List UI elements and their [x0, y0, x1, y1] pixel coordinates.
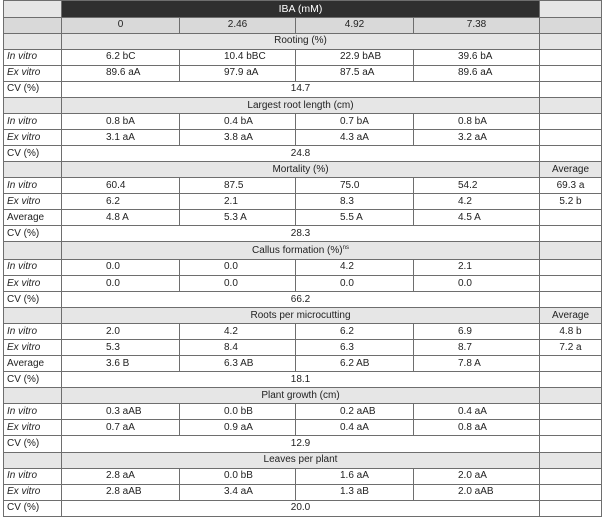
cv-right	[540, 372, 602, 388]
row-average: 4.8 b	[540, 324, 602, 340]
cv-row	[4, 81, 602, 97]
cv-right	[540, 500, 602, 516]
cell-value: 2.1	[180, 194, 296, 210]
cv-row	[4, 146, 602, 162]
cv-label: CV (%)	[4, 500, 62, 516]
row-label: Ex vitro	[4, 340, 62, 356]
cell-value: 7.8 A	[414, 356, 540, 372]
table-row	[4, 404, 602, 420]
table-row	[4, 114, 602, 130]
section-title	[62, 388, 540, 404]
section-title	[62, 33, 540, 49]
cv-right	[540, 226, 602, 242]
cv-value: 18.1	[62, 372, 540, 388]
cell-value: 97.9 aA	[180, 65, 296, 81]
section-header-row	[4, 452, 602, 468]
dose-2: 4.92	[296, 17, 414, 33]
cell-value: 4.2	[414, 194, 540, 210]
section-title-text: Mortality (%)	[272, 163, 329, 175]
row-average	[540, 468, 602, 484]
cv-label: CV (%)	[4, 81, 62, 97]
cell-value: 0.0 bB	[180, 468, 296, 484]
cell-value: 3.8 aA	[180, 130, 296, 146]
cell-value: 4.5 A	[414, 210, 540, 226]
section-title-text: Leaves per plant	[263, 454, 338, 466]
cell-value: 10.4 bBC	[180, 49, 296, 65]
cell-value: 5.3	[62, 340, 180, 356]
cv-value: 20.0	[62, 500, 540, 516]
section-header-row	[4, 388, 602, 404]
dose-0: 0	[62, 17, 180, 33]
section-header-row	[4, 242, 602, 260]
cell-value: 5.3 A	[180, 210, 296, 226]
cell-value: 4.8 A	[62, 210, 180, 226]
section-corner	[4, 98, 62, 114]
cell-value: 6.2	[296, 324, 414, 340]
cell-value: 60.4	[62, 178, 180, 194]
row-average	[540, 65, 602, 81]
cell-value: 8.3	[296, 194, 414, 210]
row-label: Ex vitro	[4, 65, 62, 81]
row-label: Ex vitro	[4, 194, 62, 210]
section-right-header	[540, 388, 602, 404]
section-right-header: Average	[540, 162, 602, 178]
cell-value: 0.0 bB	[180, 404, 296, 420]
section-title-text: Plant growth (cm)	[261, 389, 340, 401]
results-table	[3, 0, 602, 517]
section-corner	[4, 388, 62, 404]
row-average: 7.2 a	[540, 340, 602, 356]
cell-value: 89.6 aA	[62, 65, 180, 81]
table-row	[4, 276, 602, 292]
cell-value: 0.0	[62, 276, 180, 292]
row-average	[540, 259, 602, 275]
cell-value: 87.5 aA	[296, 65, 414, 81]
cv-right	[540, 436, 602, 452]
section-corner	[4, 452, 62, 468]
cell-value: 6.9	[414, 324, 540, 340]
cell-value: 2.8 aA	[62, 468, 180, 484]
row-label: Ex vitro	[4, 276, 62, 292]
section-corner	[4, 33, 62, 49]
row-label: Ex vitro	[4, 420, 62, 436]
cv-label: CV (%)	[4, 226, 62, 242]
table-row	[4, 324, 602, 340]
row-label: In vitro	[4, 259, 62, 275]
cell-value: 87.5	[180, 178, 296, 194]
row-average	[540, 276, 602, 292]
table-row	[4, 130, 602, 146]
section-title	[62, 308, 540, 324]
table-row	[4, 484, 602, 500]
cv-row	[4, 436, 602, 452]
table-row	[4, 420, 602, 436]
row-label: In vitro	[4, 404, 62, 420]
cell-value: 5.5 A	[296, 210, 414, 226]
cv-row	[4, 372, 602, 388]
cell-value: 0.0	[296, 276, 414, 292]
row-average	[540, 404, 602, 420]
cell-value: 3.1 aA	[62, 130, 180, 146]
table-row	[4, 49, 602, 65]
cv-label: CV (%)	[4, 372, 62, 388]
cell-value: 0.7 aA	[62, 420, 180, 436]
table-row	[4, 340, 602, 356]
cv-label: CV (%)	[4, 292, 62, 308]
section-title-text: Largest root length (cm)	[247, 99, 354, 111]
cell-value: 8.4	[180, 340, 296, 356]
cv-value: 24.8	[62, 146, 540, 162]
cell-value: 39.6 bA	[414, 49, 540, 65]
dose-row	[4, 17, 602, 33]
cv-row	[4, 292, 602, 308]
section-corner	[4, 242, 62, 260]
section-header-row	[4, 308, 602, 324]
section-header-row	[4, 98, 602, 114]
section-title-text: Callus formation (%)	[252, 245, 343, 257]
row-average	[540, 49, 602, 65]
row-average	[540, 130, 602, 146]
table-row	[4, 178, 602, 194]
row-average: 69.3 a	[540, 178, 602, 194]
cell-value: 4.2	[180, 324, 296, 340]
cell-value: 0.0	[180, 276, 296, 292]
row-label: In vitro	[4, 114, 62, 130]
cell-value: 6.2	[62, 194, 180, 210]
cell-value: 0.4 aA	[414, 404, 540, 420]
cell-value: 1.6 aA	[296, 468, 414, 484]
table-row	[4, 210, 602, 226]
row-average	[540, 420, 602, 436]
iba-header: IBA (mM)	[62, 1, 540, 18]
section-corner	[4, 162, 62, 178]
section-title-text: Rooting (%)	[274, 35, 327, 47]
row-label: Average	[4, 356, 62, 372]
cell-value: 3.4 aA	[180, 484, 296, 500]
header-row	[4, 1, 602, 18]
row-label: In vitro	[4, 178, 62, 194]
cell-value: 3.6 B	[62, 356, 180, 372]
cell-value: 2.1	[414, 259, 540, 275]
cell-value: 1.3 aB	[296, 484, 414, 500]
cell-value: 54.2	[414, 178, 540, 194]
cell-value: 0.0	[414, 276, 540, 292]
cell-value: 0.0	[62, 259, 180, 275]
row-label: Ex vitro	[4, 484, 62, 500]
table-row	[4, 259, 602, 275]
dose-1: 2.46	[180, 17, 296, 33]
section-header-row	[4, 33, 602, 49]
cell-value: 0.4 aA	[296, 420, 414, 436]
row-average	[540, 114, 602, 130]
row-label: Ex vitro	[4, 130, 62, 146]
cell-value: 3.2 aA	[414, 130, 540, 146]
cell-value: 0.9 aA	[180, 420, 296, 436]
row-label: Average	[4, 210, 62, 226]
cell-value: 0.8 bA	[414, 114, 540, 130]
section-title	[62, 162, 540, 178]
cell-value: 0.0	[180, 259, 296, 275]
table-row	[4, 468, 602, 484]
section-right-header	[540, 242, 602, 260]
section-title	[62, 98, 540, 114]
header-corner	[4, 1, 62, 18]
cell-value: 6.3	[296, 340, 414, 356]
cell-value: 22.9 bAB	[296, 49, 414, 65]
table-row	[4, 356, 602, 372]
cv-right	[540, 81, 602, 97]
cell-value: 4.2	[296, 259, 414, 275]
cell-value: 2.0 aA	[414, 468, 540, 484]
cv-value: 28.3	[62, 226, 540, 242]
cell-value: 2.0 aAB	[414, 484, 540, 500]
cv-right	[540, 292, 602, 308]
cell-value: 6.3 AB	[180, 356, 296, 372]
cv-label: CV (%)	[4, 146, 62, 162]
cell-value: 0.3 aAB	[62, 404, 180, 420]
cell-value: 0.7 bA	[296, 114, 414, 130]
row-label: In vitro	[4, 324, 62, 340]
row-average	[540, 356, 602, 372]
section-right-header	[540, 98, 602, 114]
row-average	[540, 210, 602, 226]
cell-value: 4.3 aA	[296, 130, 414, 146]
cv-value: 14.7	[62, 81, 540, 97]
section-header-row	[4, 162, 602, 178]
row-label: In vitro	[4, 468, 62, 484]
table-row	[4, 65, 602, 81]
cell-value: 0.2 aAB	[296, 404, 414, 420]
section-title-text: Roots per microcutting	[250, 309, 351, 321]
row-average: 5.2 b	[540, 194, 602, 210]
cell-value: 2.8 aAB	[62, 484, 180, 500]
section-corner	[4, 308, 62, 324]
cell-value: 89.6 aA	[414, 65, 540, 81]
cell-value: 2.0	[62, 324, 180, 340]
cell-value: 8.7	[414, 340, 540, 356]
table-row	[4, 194, 602, 210]
dose-right	[540, 17, 602, 33]
cv-row	[4, 226, 602, 242]
cv-value: 12.9	[62, 436, 540, 452]
header-right	[540, 1, 602, 18]
section-right-header	[540, 452, 602, 468]
cell-value: 0.4 bA	[180, 114, 296, 130]
dose-3: 7.38	[414, 17, 540, 33]
section-title	[62, 452, 540, 468]
cell-value: 0.8 aA	[414, 420, 540, 436]
cv-right	[540, 146, 602, 162]
cv-value: 66.2	[62, 292, 540, 308]
cell-value: 6.2 bC	[62, 49, 180, 65]
section-title	[62, 242, 540, 260]
cell-value: 6.2 AB	[296, 356, 414, 372]
cv-label: CV (%)	[4, 436, 62, 452]
section-title-superscript: ns	[342, 245, 349, 252]
cell-value: 0.8 bA	[62, 114, 180, 130]
row-average	[540, 484, 602, 500]
section-right-header	[540, 33, 602, 49]
row-label: In vitro	[4, 49, 62, 65]
section-right-header: Average	[540, 308, 602, 324]
cell-value: 75.0	[296, 178, 414, 194]
dose-corner	[4, 17, 62, 33]
cv-row	[4, 500, 602, 516]
